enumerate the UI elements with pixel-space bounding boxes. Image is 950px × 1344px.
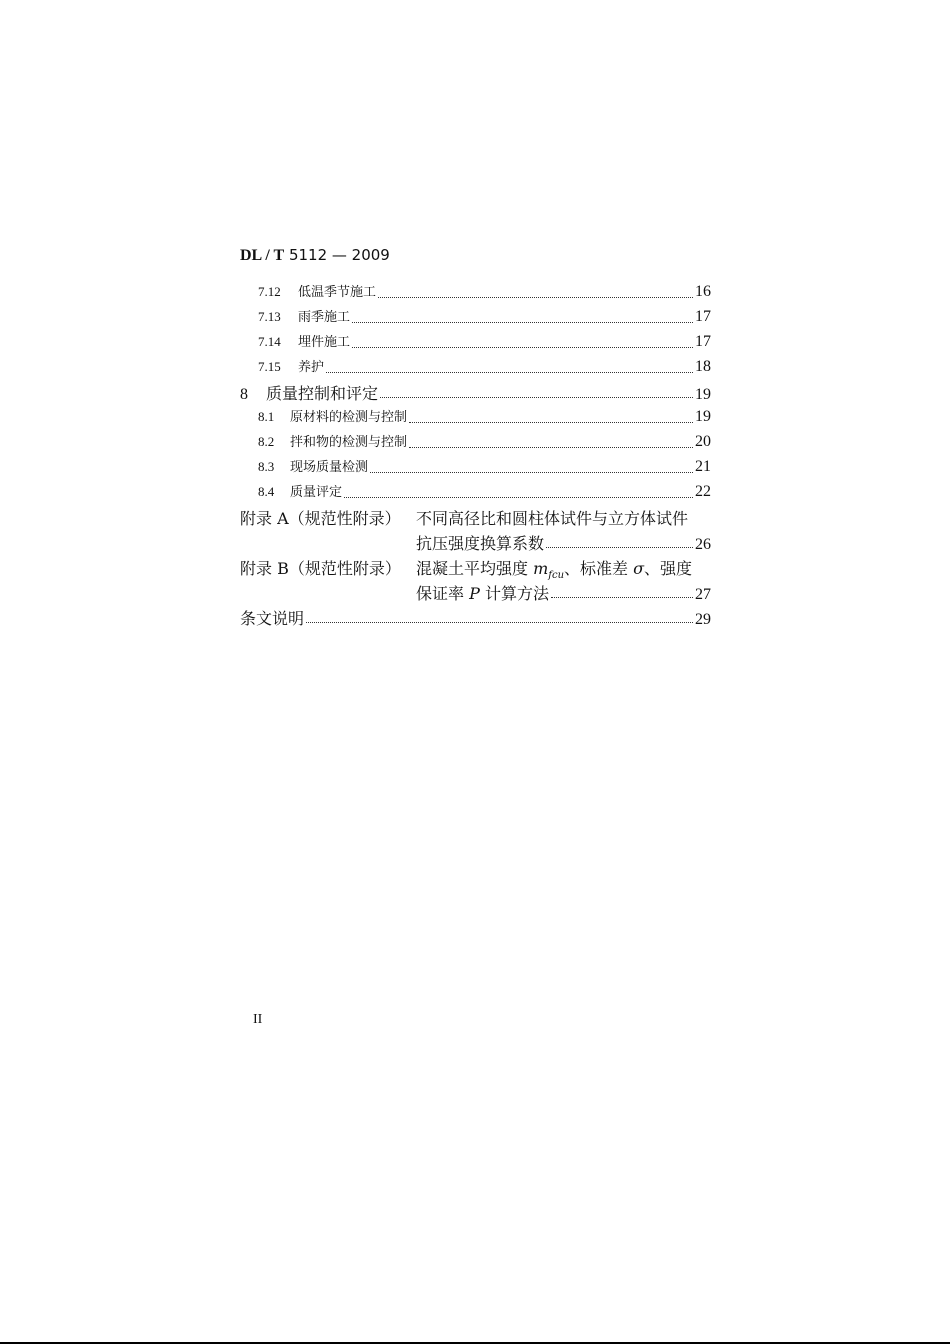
- dot-leader: [409, 422, 693, 423]
- dot-leader: [306, 622, 693, 623]
- document-header: [240, 246, 390, 265]
- toc-entry-8-1[interactable]: [240, 406, 711, 431]
- toc-number: 7.13: [258, 309, 281, 324]
- dot-leader: [352, 347, 693, 348]
- toc-title: 原材料的检测与控制: [290, 410, 408, 425]
- appendix-title-line2: [416, 581, 549, 604]
- toc-page: 19: [695, 408, 711, 425]
- toc-title: 质量评定: [290, 485, 343, 500]
- sigma-symbol: σ: [633, 559, 645, 578]
- appendix-text: 、强度: [644, 559, 693, 578]
- appendix-text: 保证率: [416, 584, 470, 603]
- appendix-title-line1: [416, 556, 692, 581]
- toc-title: 雨季施工: [298, 310, 351, 325]
- toc-page: 16: [695, 283, 711, 300]
- page-number: II: [253, 1012, 263, 1027]
- toc-number: 7.14: [258, 334, 281, 349]
- appendix-title-line2: 抗压强度换算系数: [416, 534, 545, 553]
- appendix-text: 、标准差: [564, 559, 634, 578]
- toc-number: 8: [240, 386, 248, 403]
- table-of-contents: [240, 281, 711, 631]
- toc-entry-appendix-b-cont[interactable]: [240, 581, 711, 606]
- toc-title: 养护: [298, 360, 325, 375]
- toc-page: 21: [695, 458, 711, 475]
- toc-number: 8.3: [258, 459, 275, 474]
- toc-page: 17: [695, 333, 711, 350]
- appendix-label: 附录 B（规范性附录）: [240, 559, 401, 578]
- dot-leader: [546, 547, 693, 548]
- toc-page: 17: [695, 308, 711, 325]
- toc-title: 低温季节施工: [298, 285, 377, 300]
- toc-entry-appendix-a-cont[interactable]: [240, 531, 711, 556]
- toc-number: 8.1: [258, 409, 275, 424]
- toc-page: 19: [695, 386, 711, 403]
- dot-leader: [551, 597, 693, 598]
- standard-code: DL / T: [240, 247, 285, 264]
- p-symbol: P: [469, 584, 480, 603]
- dot-leader: [352, 322, 693, 323]
- toc-entry-chapter-8[interactable]: [240, 381, 711, 406]
- dot-leader: [326, 372, 693, 373]
- toc-page: 26: [695, 536, 711, 553]
- toc-title: 拌和物的检测与控制: [290, 435, 408, 450]
- toc-title: 质量控制和评定: [266, 384, 379, 403]
- appendix-text: 混凝土平均强度: [416, 559, 534, 578]
- toc-page: 29: [695, 611, 711, 628]
- dot-leader: [378, 297, 693, 298]
- toc-entry-8-2[interactable]: [240, 431, 711, 456]
- mean-strength-symbol: m: [533, 559, 549, 578]
- toc-entry-7-15[interactable]: [240, 356, 711, 381]
- toc-title: 现场质量检测: [290, 460, 369, 475]
- toc-number: 8.4: [258, 484, 275, 499]
- standard-number: 5112 — 2009: [288, 246, 390, 264]
- dot-leader: [370, 472, 693, 473]
- appendix-label: 附录 A（规范性附录）: [240, 509, 401, 528]
- toc-entry-appendix-a[interactable]: [240, 506, 711, 531]
- dot-leader: [409, 447, 693, 448]
- toc-page: 27: [695, 586, 711, 603]
- toc-entry-8-3[interactable]: [240, 456, 711, 481]
- toc-title: 条文说明: [240, 609, 305, 628]
- toc-number: 7.15: [258, 359, 281, 374]
- toc-entry-7-13[interactable]: [240, 306, 711, 331]
- subscript-fcu: fcu: [548, 570, 565, 582]
- toc-entry-explanation[interactable]: [240, 606, 711, 631]
- toc-title: 埋件施工: [298, 335, 351, 350]
- toc-page: 22: [695, 483, 711, 500]
- toc-number: 7.12: [258, 284, 281, 299]
- toc-page: 20: [695, 433, 711, 450]
- toc-entry-8-4[interactable]: [240, 481, 711, 506]
- toc-number: 8.2: [258, 434, 275, 449]
- appendix-text: 计算方法: [479, 584, 549, 603]
- dot-leader: [344, 497, 693, 498]
- toc-entry-appendix-b[interactable]: [240, 556, 711, 581]
- appendix-title-line1: 不同高径比和圆柱体试件与立方体试件: [416, 509, 689, 528]
- toc-entry-7-14[interactable]: [240, 331, 711, 356]
- toc-page: 18: [695, 358, 711, 375]
- dot-leader: [380, 397, 693, 398]
- toc-entry-7-12[interactable]: [240, 281, 711, 306]
